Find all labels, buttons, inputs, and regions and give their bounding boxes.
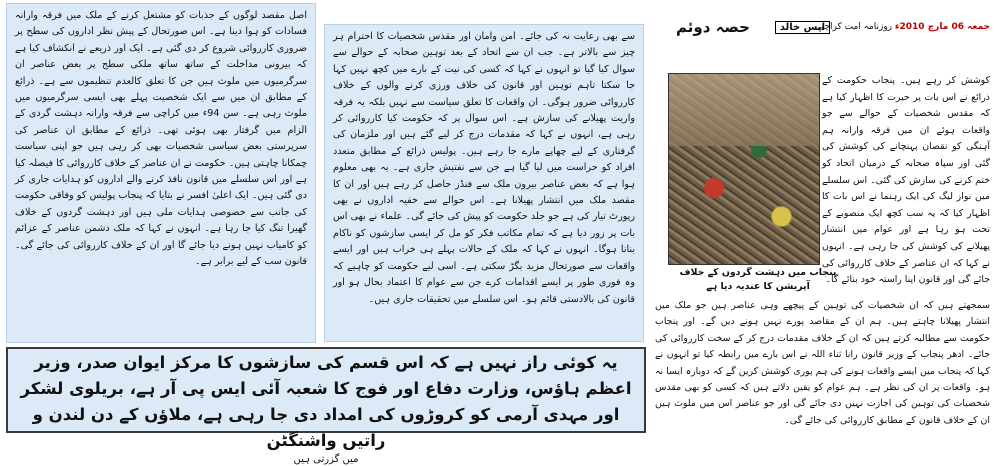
newspaper-dateline [817, 22, 990, 32]
article-header [655, 18, 990, 42]
publication-date: جمعہ 06 مارچ 2010ء [894, 22, 990, 32]
pull-quote-tail: میں گزرتی ہیں [293, 454, 359, 465]
pull-quote-box [6, 347, 646, 465]
right-column-bottom-text: سمجھتے ہیں کہ ان شخصیات کی توہین کے پیچھے وہی عناصر ہیں جو ملک میں انتشار پھیلانا چاہتے ہیں۔ ہم ان کے مقاصد پورے نہیں ہونے دیں گے۔ اور پنجاب حکومت سے مطالبہ کرتے ہیں کہ ان کے خلاف مقدمات درج کر کے سخت کارروائی کی جائے۔ ادھر پنجاب کے وزیر قانون رانا ثناء اللہ نے اس بارے میں رابطہ کیا تو انہوں نے کہا کہ پنجاب میں ایسے واقعات ہونے کی ہم پوری کوشش کریں گے کہ دوبارہ ایسا نہ ہو۔ واقعات پر ان کی نظر ہے۔ ہم عوام کو یقین دلاتے ہیں کہ کسی کو بھی مقدس شخصیات کی توہین کی اجازت نہیں دی جائے گی اور جو عناصر اس میں ملوث ہیں ان کے خلاف قانون کے مطابق کارروائی کی جائے گی۔ [655, 300, 990, 426]
right-column-bottom [655, 298, 990, 430]
right-column-top [822, 73, 990, 286]
newspaper-name: روزنامہ امت کراچی [816, 22, 893, 32]
right-column-top-text: کوشش کر رہے ہیں۔ پنجاب حکومت کے ذرائع نے اس بات پر حیرت کا اظہار کیا ہے کہ مقدس شخصیات کے حوالے سے جو واقعات ہوئے ان میں فرقہ وارانہ ہم آہنگی کو نقصان پہنچانے کی کوشش کی گئی اور سپاہ صحابہ کے درمیان اتحاد کو ختم کرنے کی سازش کی گئی۔ اس سلسلے میں نواز لیگ کی ایک رہنما نے اس بات کا اظہار کیا کہ یہ سب کچھ ایک منصوبے کے تحت ہو رہا ہے اور عوام میں انتشار پھیلانے کی کوشش کی جا رہی ہے۔ انہوں نے کہا کہ ان عناصر کے خلاف کارروائی کی جائے گی اور قانون اپنا راستہ خود بنائے گا۔ [822, 75, 990, 286]
photo-caption: پنجاب میں دہشت گردوں کے خلاف آپریشن کا عندیہ دیا ہے [679, 267, 837, 292]
left-column-text: اصل مقصد لوگوں کے جذبات کو مشتعل کرنے کے ملک میں فرقہ وارانہ فسادات کو ہوا دینا ہے۔ اس صورتحال کے پیش نظر اداروں کی سطح پر ضروری کارروائی شروع کر دی گئی ہے۔ ایک اور ذریعے نے انکشاف کیا ہے کہ بیرونی مداخلت کے ساتھ ساتھ ملکی سطح پر بعض عناصر ان سرگرمیوں میں ملوث ہیں جن کا تعلق کالعدم تنظیموں سے ہے۔ ذرائع کے مطابق ان میں سے ایک شخصیت پہلے بھی ایسی سرگرمیوں میں ملوث رہی ہے۔ سن 94ء میں کراچی سے فرقہ وارانہ دہشت گردی کے الزام میں گرفتار بھی ہوئی تھی۔ ذرائع کے مطابق ان عناصر کی سرپرستی بعض سیاسی شخصیات بھی کر رہی ہیں جو اپنی سیاست چمکانا چاہتی ہیں۔ حکومت نے ان عناصر کے خلاف کارروائی کا فیصلہ کیا ہے اور اس سلسلے میں قانون نافذ کرنے والے اداروں کو ہدایات جاری کر دی گئی ہیں۔ ایک اعلیٰ افسر نے بتایا کہ پنجاب پولیس کو وفاقی حکومت کی جانب سے خصوصی ہدایات ملی ہیں اور دہشت گردوں کے خلاف گھیرا تنگ کیا جا رہا ہے۔ انہوں نے کہا کہ ملک دشمن عناصر کے عزائم کو کامیاب نہیں ہونے دیا جائے گا اور ان کے خلاف کارروائی کی جائے گی۔ قانون سب کے لیے برابر ہے۔ [15, 10, 307, 268]
left-article-column [6, 3, 316, 343]
pull-quote-text: یہ کوئی راز نہیں ہے کہ اس قسم کی سازشوں کا مرکز ایوان صدر، وزیر اعظم ہاؤس، وزارت دفاع اور فوج کا شعبہ آئی ایس پی آر ہے، بریلوی لشکر اور مہدی آرمی کو کروڑوں کی امداد دی جا رہی ہے، ملاؤں کے دن لندن و راتیں واشنگٹن [20, 353, 632, 450]
crowd-photo [668, 73, 820, 265]
middle-article-column [324, 24, 644, 342]
author-name: ایس خالد [775, 21, 830, 34]
section-title: حصہ دوئم [675, 18, 750, 36]
photo-buildings [669, 74, 819, 146]
middle-column-text: سے بھی رعایت نہ کی جائے۔ امن وامان اور مقدس شخصیات کا احترام ہر چیز سے بالاتر ہے۔ جب ان سے اتحاد کے بعد توہین صحابہ کے حوالے سے سوال کیا گیا تو انہوں نے کہا کہ کسی کی نیت کے بارے میں کچھ نہیں کہا جا سکتا تاہم توہین اور قانون کی خلاف ورزی کرنے والوں کے خلاف کارروائی ضرور ہوگی۔ ان واقعات کا تعلق سیاست سے نہیں بلکہ یہ فرقہ واریت پھیلانے کی سازش ہے۔ اس سوال پر کہ حکومت کیا کارروائی کر رہی ہے، انہوں نے کہا کہ مقدمات درج کر لیے گئے ہیں اور ملزمان کی گرفتاری کے لیے چھاپے مارے جا رہے ہیں۔ پولیس ذرائع کے مطابق متعدد افراد کو حراست میں لیا گیا ہے جن سے تفتیش جاری ہے۔ یہ بھی معلوم ہوا ہے کہ بعض عناصر بیرون ملک سے فنڈز حاصل کر رہے ہیں اور ان کا مقصد ملک میں انتشار پھیلانا ہے۔ اس حوالے سے خفیہ اداروں نے بھی رپورٹ تیار کی ہے جو جلد حکومت کو پیش کی جائے گی۔ علماء نے بھی اس بات پر زور دیا ہے کہ تمام مکاتب فکر کو مل کر ایسی سازشوں کو ناکام بنانا ہوگا۔ انہوں نے کہا کہ ملک کے حالات پہلے ہی خراب ہیں اور ایسے واقعات سے صورتحال مزید بگڑ سکتی ہے۔ اسی لیے حکومت کو چاہیے کہ وہ فوری طور پر ایسے اقدامات کرے جن سے عوام کا اعتماد بحال ہو اور قانون کی بالادستی قائم ہو۔ اس سلسلے میں تحقیقات جاری ہیں۔ [333, 31, 635, 305]
